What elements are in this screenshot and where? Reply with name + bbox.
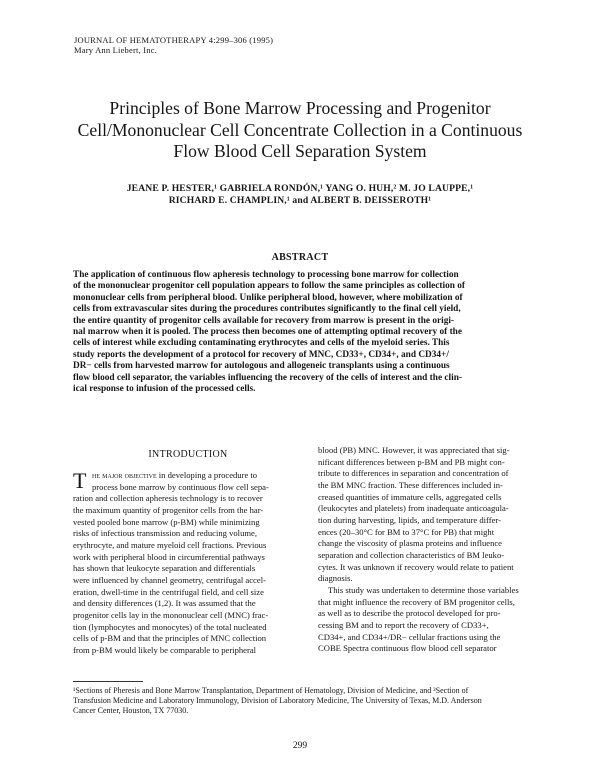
title-line: Flow Blood Cell Separation System: [173, 141, 427, 161]
body-line: This study was undertaken to determine those variables: [328, 584, 519, 595]
abstract-line: ical response to infusion of the processed cells.: [73, 384, 256, 395]
abstract-line: mononuclear cells from peripheral blood. Unlike peripheral blood, however, where mobilization of: [73, 292, 463, 303]
body-line: were influenced by channel geometry, centrifugal accel-: [73, 574, 266, 585]
journal-header: [74, 35, 273, 55]
footnote-line: ¹Sections of Pheresis and Bone Marrow Transplantation, Department of Hematology, Division of Medicine, and ²Section of: [73, 686, 469, 695]
body-line: has shown that leukocyte separation and differentials: [73, 563, 256, 574]
body-line: the maximum quantity of progenitor cells from the har-: [73, 504, 264, 515]
abstract-line: flow blood cell separator, the variables influencing the recovery of the cells of interest and the clin-: [73, 372, 462, 383]
footnote-divider: [73, 681, 143, 682]
body-line: from p-BM would likely be comparable to peripheral: [73, 644, 257, 655]
body-line: and density differences (1,2). It was assumed that the: [73, 598, 256, 609]
body-line: nificant differences between p-BM and PB might con-: [318, 456, 505, 467]
abstract-line: nal marrow when it is pooled. The process then becomes one of attempting optimal recovery of the: [73, 327, 462, 338]
author-list: [60, 183, 540, 207]
body-line: process bone marrow by continuous flow cell sepa-: [92, 481, 269, 492]
body-line: cells of p-BM and that the principles of MNC collection: [73, 633, 267, 644]
right-column: [318, 445, 550, 655]
body-line: the BM MNC fraction. These differences included in-: [318, 479, 503, 490]
left-column: [73, 470, 305, 657]
abstract-body: [73, 270, 543, 395]
body-line: eration, dwell-time in the centrifugal field, and cell size: [73, 586, 264, 597]
publisher: Mary Ann Liebert, Inc.: [74, 45, 158, 55]
body-line: tribute to differences in separation and concentration of: [318, 468, 509, 479]
body-line: that might influence the recovery of BM progenitor cells,: [318, 596, 515, 607]
body-line: progenitor cells lay in the mononuclear cell (MNC) frac-: [73, 609, 269, 620]
abstract-line: The application of continuous flow apheresis technology to processing bone marrow for collection: [73, 270, 459, 280]
body-line: COBE Spectra continuous flow blood cell separator: [318, 643, 497, 654]
title-line: Principles of Bone Marrow Processing and Progenitor: [109, 98, 491, 118]
body-line: tion during harvesting, lipids, and temperature differ-: [318, 514, 501, 525]
body-line: cessing BM and to report the recovery of CD33+,: [318, 619, 489, 630]
body-line: cytes. It was unknown if recovery would relate to patient: [318, 561, 514, 572]
body-line: CD34+, and CD34+/DR− cellular fractions using the: [318, 631, 501, 642]
body-line: creased quantities of immature cells, aggregated cells: [318, 491, 502, 502]
abstract-line: the entire quantity of progenitor cells available for recovery from marrow is present in the origi-: [73, 315, 455, 326]
abstract-heading: ABSTRACT: [271, 252, 329, 263]
body-line: (leukocytes and platelets) from inadequate anticoagula-: [318, 503, 509, 514]
abstract-line: of the mononuclear progenitor cell population appears to follow the same principles as collection of: [73, 281, 466, 292]
journal-citation: JOURNAL OF HEMATOTHERAPY 4:299–306 (1995): [74, 35, 274, 45]
abstract-line: cells from extravascular sites during the procedures contributes significantly to the final cell yield,: [73, 304, 461, 315]
body-line: vested pooled bone marrow (p-BM) while minimizing: [73, 516, 260, 527]
body-line: diagnosis.: [318, 573, 353, 584]
drop-cap: T: [73, 468, 87, 493]
body-line: risks of infectious transmission and reducing volume,: [73, 528, 258, 539]
author-line: RICHARD E. CHAMPLIN,¹ and ALBERT B. DEISSEROTH¹: [168, 195, 432, 206]
body-line: tion (lymphocytes and monocytes) of the total nucleated: [73, 621, 267, 632]
lead-in-smallcaps: he major objective: [92, 470, 157, 480]
body-line: change the viscosity of plasma proteins and influence: [318, 538, 502, 549]
introduction-heading: INTRODUCTION: [148, 449, 228, 460]
body-line: as well as to describe the protocol developed for pro-: [318, 608, 501, 619]
author-line: JEANE P. HESTER,¹ GABRIELA RONDÓN,¹ YANG O. HUH,² M. JO LAUPPE,¹: [126, 183, 474, 194]
abstract-line: cells of interest while excluding contaminating erythrocytes and cells of the myeloid series. This: [73, 338, 450, 349]
abstract-line: DR− cells from harvested marrow for autologous and allogeneic transplants using a continuous: [73, 361, 450, 372]
body-line: work with peripheral blood in circumferential pathways: [73, 551, 265, 562]
footnote-line: Cancer Center, Houston, TX 77030.: [73, 706, 189, 716]
body-line: separation and collection characteristics of BM leuko-: [318, 549, 505, 560]
left-column-first-line: [73, 470, 305, 482]
body-line: erythrocyte, and mature myeloid cell fractions. Previous: [73, 539, 267, 550]
lead-in-rest: in developing a procedure to: [156, 470, 258, 480]
paper-title: [60, 98, 540, 163]
abstract-line: study reports the development of a protocol for recovery of MNC, CD33+, CD34+, and CD34+/: [73, 349, 449, 360]
body-line: ration and collection apheresis technology is to recover: [73, 493, 263, 504]
body-line: ences (20–30°C for BM to 37°C for PB) that might: [318, 526, 495, 537]
affiliation-footnote: [73, 686, 543, 717]
body-line: blood (PB) MNC. However, it was appreciated that sig-: [318, 445, 510, 455]
title-line: Cell/Mononuclear Cell Concentrate Collection in a Continuous: [77, 119, 523, 140]
footnote-line: Transfusion Medicine and Laboratory Immunology, Division of Laboratory Medicine, The University of Texas, M.D. Anderson: [73, 696, 482, 706]
page-number: 299: [292, 741, 308, 751]
